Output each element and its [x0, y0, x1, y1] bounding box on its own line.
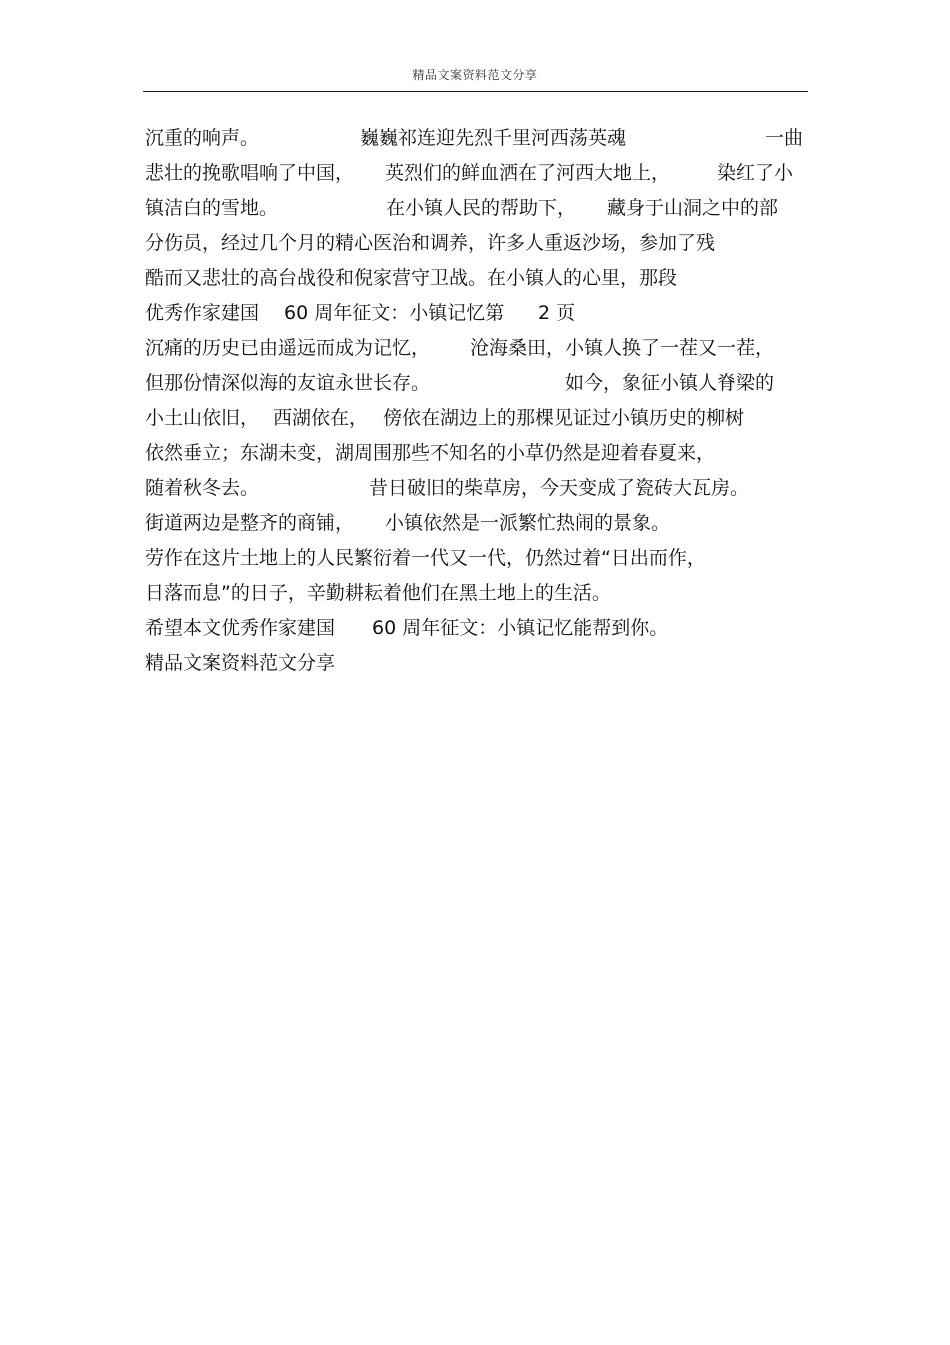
text-segment: 悲壮的挽歌唱响了中国， [145, 162, 355, 184]
text-line [145, 401, 810, 436]
text-segment: 昔日破旧的柴草房，今天变成了瓷砖大瓦房。 [369, 477, 750, 499]
header-divider [143, 91, 808, 92]
text-segment: 镇洁白的雪地。 [145, 197, 279, 219]
text-segment: 傍依在湖边上的那棵见证过小镇历史的柳树 [383, 407, 745, 429]
text-segment: 如今，象征小镇人脊梁的 [565, 372, 775, 394]
text-segment: 60 周年征文：小镇记忆能帮到你。 [372, 617, 669, 639]
text-line [145, 646, 810, 681]
footer-text: 精品文案资料范文分享 [145, 652, 336, 674]
text-line [145, 576, 810, 611]
text-line [145, 331, 810, 366]
text-segment: 染红了小 [717, 162, 794, 184]
text-line [145, 121, 810, 156]
text-line [145, 506, 810, 541]
text-segment: 小镇依然是一派繁忙热闹的景象。 [385, 512, 671, 534]
text-line [145, 156, 810, 191]
text-segment: 日落而息”的日子，辛勤耕耘着他们在黑土地上的生活。 [145, 582, 611, 604]
text-line [145, 436, 810, 471]
text-segment: 小土山依旧， [145, 407, 260, 429]
text-segment: 英烈们的鲜血洒在了河西大地上， [385, 162, 671, 184]
text-line [145, 296, 810, 331]
text-line [145, 471, 810, 506]
text-segment: 西湖依在， [273, 407, 369, 429]
text-segment: 一曲 [765, 127, 804, 149]
text-segment: 分伤员，经过几个月的精心医治和调养，许多人重返沙场，参加了残 [145, 232, 716, 254]
text-segment: 酷而又悲壮的高台战役和倪家营守卫战。在小镇人的心里，那段 [145, 267, 678, 289]
text-segment: 藏身于山洞之中的部 [607, 197, 779, 219]
text-segment: 沧海桑田，小镇人换了一茬又一茬， [470, 337, 775, 359]
text-line [145, 366, 810, 401]
text-segment: 随着秋冬去。 [145, 477, 260, 499]
text-segment: 希望本文优秀作家建国 [145, 617, 336, 639]
text-segment: 劳作在这片土地上的人民繁衍着一代又一代，仍然过着“日出而作， [145, 547, 706, 569]
text-segment: 优秀作家建国 [145, 302, 260, 324]
page-header: 精品文案资料范文分享 [412, 68, 538, 82]
text-segment: 巍巍祁连迎先烈千里河西荡英魂 [360, 127, 627, 149]
text-segment: 2 页 [538, 302, 576, 324]
text-segment: 沉重的响声。 [145, 127, 260, 149]
text-segment: 在小镇人民的帮助下， [386, 197, 577, 219]
document-body [145, 121, 810, 681]
text-line [145, 261, 810, 296]
text-segment: 但那份情深似海的友谊永世长存。 [145, 372, 431, 394]
text-line [145, 226, 810, 261]
text-line [145, 541, 810, 576]
text-line [145, 191, 810, 226]
text-segment: 沉痛的历史已由遥远而成为记忆， [145, 337, 431, 359]
text-line [145, 611, 810, 646]
text-segment: 街道两边是整齐的商铺， [145, 512, 355, 534]
text-segment: 60 周年征文：小镇记忆第 [284, 302, 505, 324]
text-segment: 依然垂立；东湖未变，湖周围那些不知名的小草仍然是迎着春夏来， [145, 442, 716, 464]
